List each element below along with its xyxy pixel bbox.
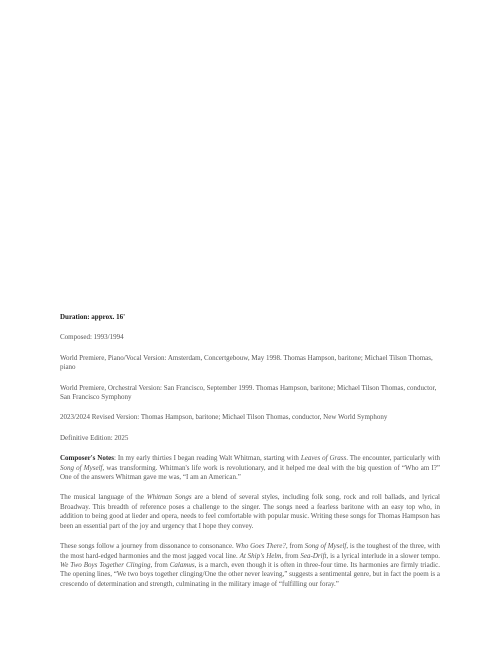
text-run: These songs follow a journey from dissonance to consonance. — [60, 542, 236, 551]
revised-version: 2023/2024 Revised Version: Thomas Hampson, baritone; Michael Tilson Thomas, conductor, New World Symphony — [60, 413, 388, 422]
title-song-of-myself: Song of Myself — [304, 542, 347, 551]
composer-notes-paragraph-1 — [60, 454, 440, 482]
title-whitman-songs: Whitman Songs — [146, 493, 192, 502]
text-run: , is the toughest of the three, with the most hard-edged harmonies and the most jagged vocal line. — [60, 542, 440, 560]
title-leaves-of-grass: Leaves of Grass — [300, 454, 347, 463]
text-run: , is a march, even though it is often in three-four time. Its harmonies are firmly triadic. The opening lines, “We two boys together clinging/One the other never leaving,” suggests a sentimental genre, but in fact the poem is a crescendo of determination and strength, culminating in the military image of “fulfilling our foray.” — [60, 560, 440, 588]
title-song-of-myself: Song of Myself — [60, 463, 103, 472]
premiere-orchestral: World Premiere, Orchestral Version: San Francisco, September 1999. Thomas Hampson, baritone; Michael Tilson Thomas, conductor, San Francisco Symphony — [60, 383, 437, 402]
composer-notes-label: Composer's Notes — [60, 454, 114, 463]
duration-line: Duration: approx. 16' — [60, 313, 126, 321]
title-who-goes-there: Who Goes There? — [235, 542, 286, 551]
text-run: , from — [150, 560, 170, 569]
text-run: , from — [285, 542, 305, 551]
title-calamus: Calamus — [169, 560, 195, 569]
document-body — [60, 313, 440, 589]
composer-notes-paragraph-3 — [60, 542, 440, 589]
text-run: : In my early thirties I began reading Walt Whitman, starting with — [114, 454, 301, 463]
text-run: The musical language of the — [60, 493, 147, 502]
text-run: , was transforming. Whitman's life work is revolutionary, and it helped me deal with the big question of “Who am I?” One of the answers Whitman gave me was, “I am an American.” — [60, 463, 441, 482]
composer-notes-paragraph-2 — [60, 493, 440, 531]
text-run: . The encounter, particularly with — [346, 454, 441, 463]
text-run: , is a lyrical interlude in a slower tempo. — [326, 551, 440, 560]
composed-line: Composed: 1993/1994 — [60, 333, 124, 342]
title-we-two-boys: We Two Boys Together Clinging — [60, 560, 151, 569]
text-run: , from — [281, 551, 301, 560]
text-run: are a blend of several styles, including folk song, rock and roll ballads, and lyrical Broadway. This breadth of reference poses a challenge to the singer. The songs need a fearless baritone with an easy top who, in addition to being good at lieder and opera, needs to feel comfortable with popular music. Writing these songs for Thomas Hampson has been an essential part of the joy and urgency that I hope they convey. — [60, 493, 441, 530]
definitive-edition: Definitive Edition: 2025 — [60, 433, 129, 442]
title-at-ships-helm: At Ship's Helm — [239, 551, 282, 560]
premiere-piano-vocal: World Premiere, Piano/Vocal Version: Amsterdam, Concertgebouw, May 1998. Thomas Hampson, baritone; Michael Tilson Thomas, piano — [60, 353, 433, 372]
title-sea-drift: Sea-Drift — [300, 551, 327, 560]
